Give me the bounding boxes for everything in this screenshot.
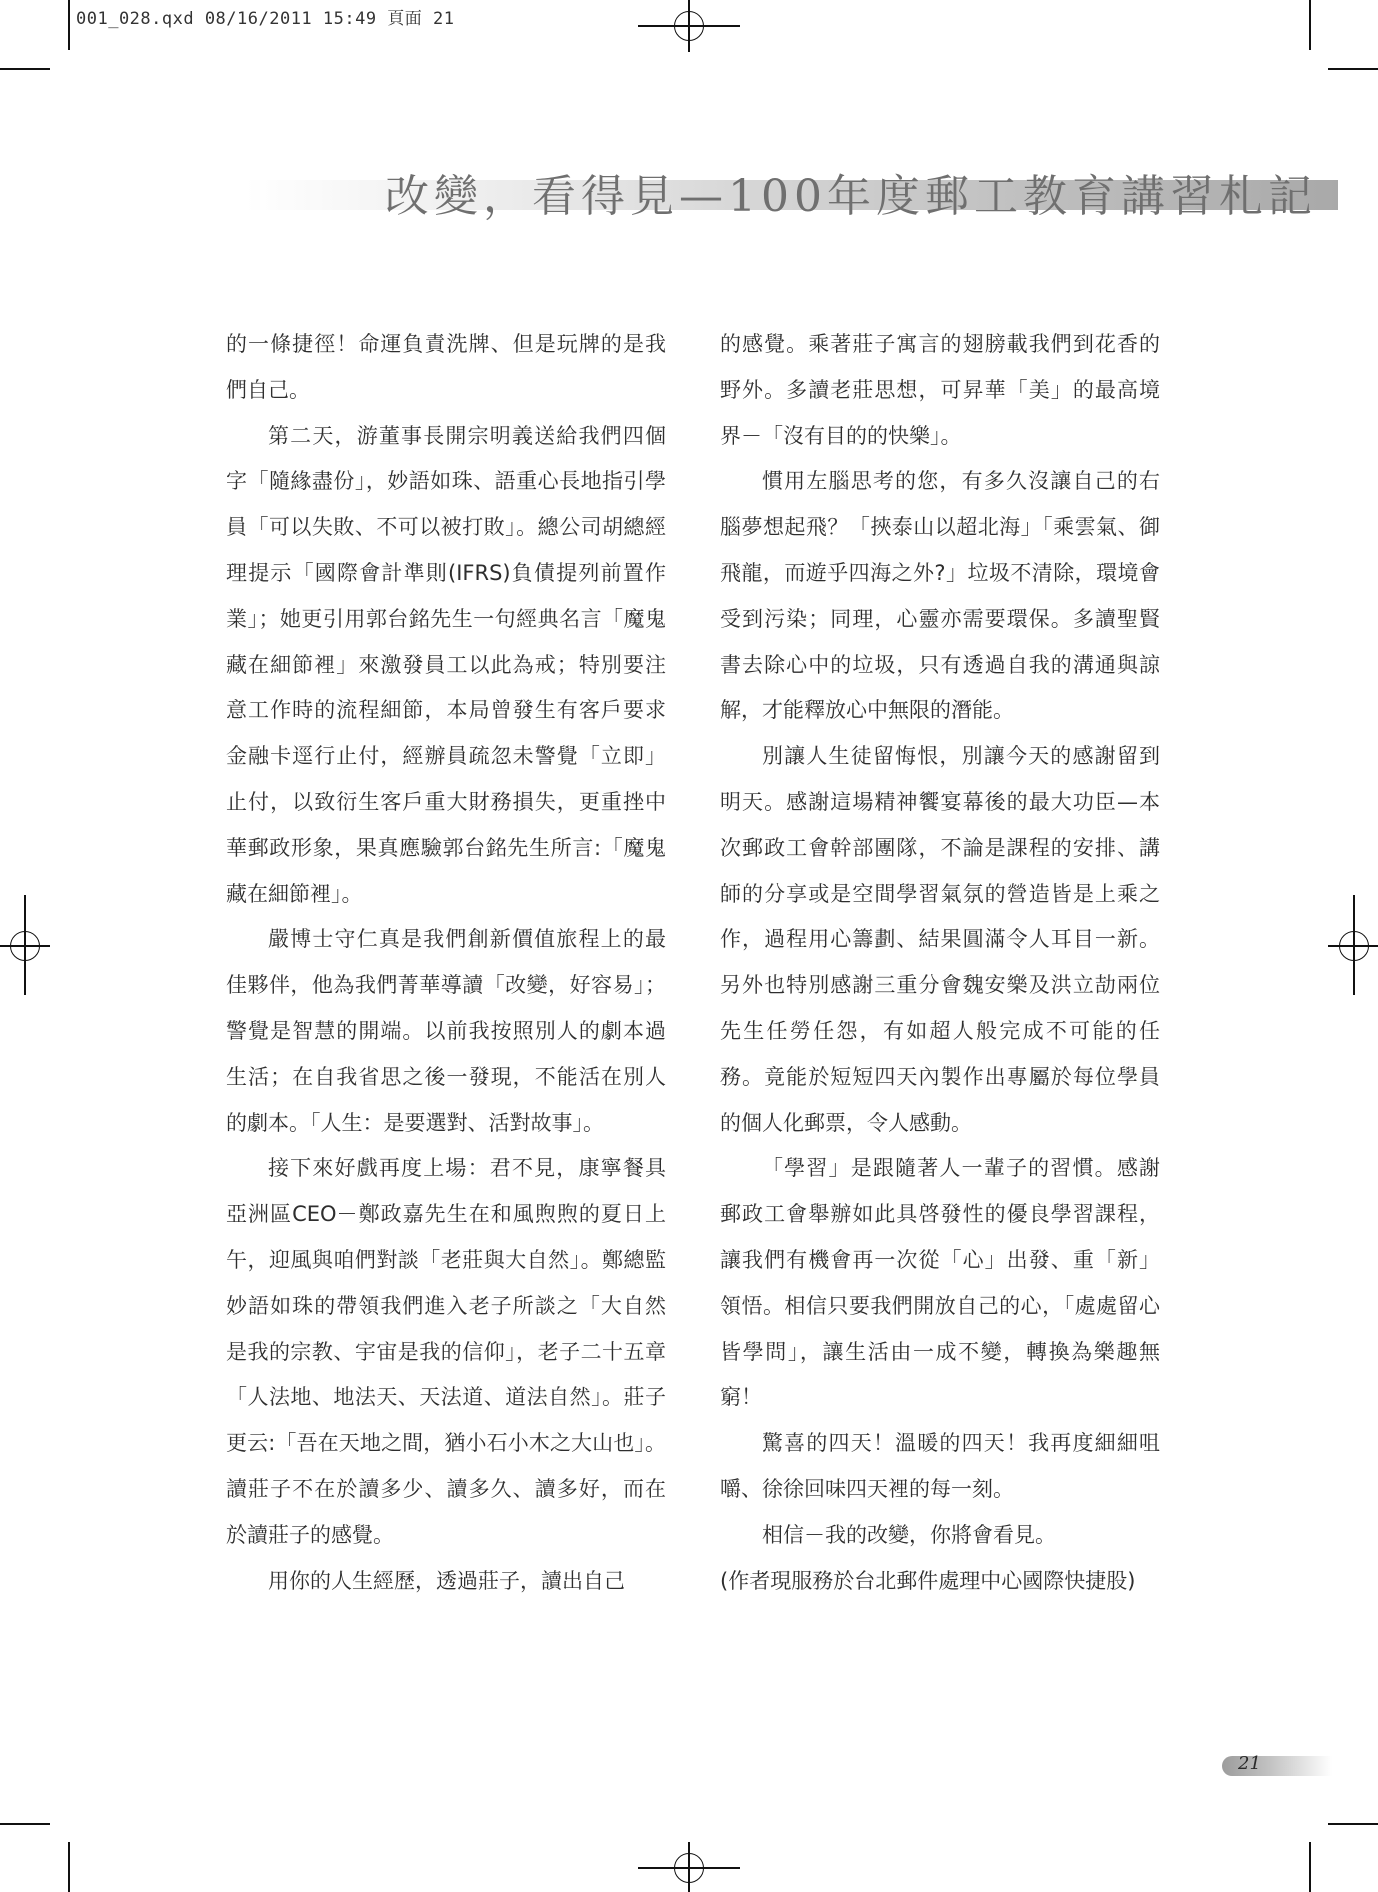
paragraph: 用你的人生經歷，透過莊子，讀出自己 bbox=[268, 1568, 625, 1593]
print-slug: 001_028.qxd 08/16/2011 15:49 頁面 21 bbox=[76, 9, 455, 29]
paragraph: 相信－我的改變，你將會看見。 bbox=[762, 1522, 1056, 1547]
paragraph: 驚喜的四天！溫暖的四天！我再度細細咀嚼、徐徐回味四天裡的每一刻。 bbox=[720, 1431, 1160, 1501]
paragraph: 接下來好戲再度上場：君不見，康寧餐具亞洲區CEO－鄭政嘉先生在和風煦煦的夏日上午，迎風與咱們對談「老莊與大自然」。鄭總監妙語如珠的帶領我們進入老子所談之「大自然是我的宗教、宇宙是我的信仰」，老子二十五章「人法地、地法天、天法道、道法自然」。莊子更云:「吾在天地之間，猶小石小木之大山也」。讀莊子不在於讀多少、讀多久、讀多好，而在於讀莊子的感覺。 bbox=[226, 1156, 666, 1547]
paragraph: 的一條捷徑！命運負責洗牌、但是玩牌的是我們自己。 bbox=[226, 332, 666, 402]
page-title: 改變，看得見—100年度郵工教育講習札記 bbox=[385, 171, 1317, 222]
paragraph: 慣用左腦思考的您，有多久沒讓自己的右腦夢想起飛？「挾泰山以超北海」「乘雲氣、御飛龍，而遊乎四海之外?」垃圾不清除，環境會受到污染；同理，心靈亦需要環保。多讀聖賢書去除心中的垃圾，只有透過自我的溝通與諒解，才能釋放心中無限的潛能。 bbox=[720, 469, 1160, 723]
paragraph: 「學習」是跟隨著人一輩子的習慣。感謝郵政工會舉辦如此具啓發性的優良學習課程，讓我們有機會再一次從「心」出發、重「新」領悟。相信只要我們開放自己的心，「處處留心皆學問」，讓生活由一成不變，轉換為樂趣無窮！ bbox=[720, 1156, 1160, 1410]
paragraph: 的感覺。乘著莊子寓言的翅膀載我們到花香的野外。多讀老莊思想，可昇華「美」的最高境界－「沒有目的的快樂」。 bbox=[720, 332, 1160, 448]
author-note: (作者現服務於台北郵件處理中心國際快捷股) bbox=[720, 1568, 1136, 1593]
left-column bbox=[226, 322, 666, 1604]
right-column bbox=[720, 322, 1160, 1604]
paragraph: 別讓人生徒留悔恨，別讓今天的感謝留到明天。感謝這場精神饗宴幕後的最大功臣—本次郵政工會幹部團隊，不論是課程的安排、講師的分享或是空間學習氣氛的營造皆是上乘之作，過程用心籌劃、結果圓滿令人耳目一新。另外也特別感謝三重分會魏安樂及洪立劼兩位先生任勞任怨，有如超人般完成不可能的任務。竟能於短短四天內製作出專屬於每位學員的個人化郵票，令人感動。 bbox=[720, 744, 1160, 1135]
paragraph: 嚴博士守仁真是我們創新價值旅程上的最佳夥伴，他為我們菁華導讀「改變，好容易」；警覺是智慧的開端。以前我按照別人的劇本過生活；在自我省思之後一發現，不能活在別人的劇本。「人生：是要選對、活對故事」。 bbox=[226, 927, 666, 1135]
page-number: 21 bbox=[1238, 1753, 1261, 1774]
paragraph: 第二天，游董事長開宗明義送給我們四個字「隨緣盡份」，妙語如珠、語重心長地指引學員「可以失敗、不可以被打敗」。總公司胡總經理提示「國際會計準則(IFRS)負債提列前置作業」；她更引用郭台銘先生一句經典名言「魔鬼藏在細節裡」來激發員工以此為戒；特別要注意工作時的流程細節，本局曾發生有客戶要求金融卡逕行止付，經辦員疏忽未警覺「立即」止付，以致衍生客戶重大財務損失，更重挫中華郵政形象，果真應驗郭台銘先生所言:「魔鬼藏在細節裡」。 bbox=[226, 423, 666, 906]
